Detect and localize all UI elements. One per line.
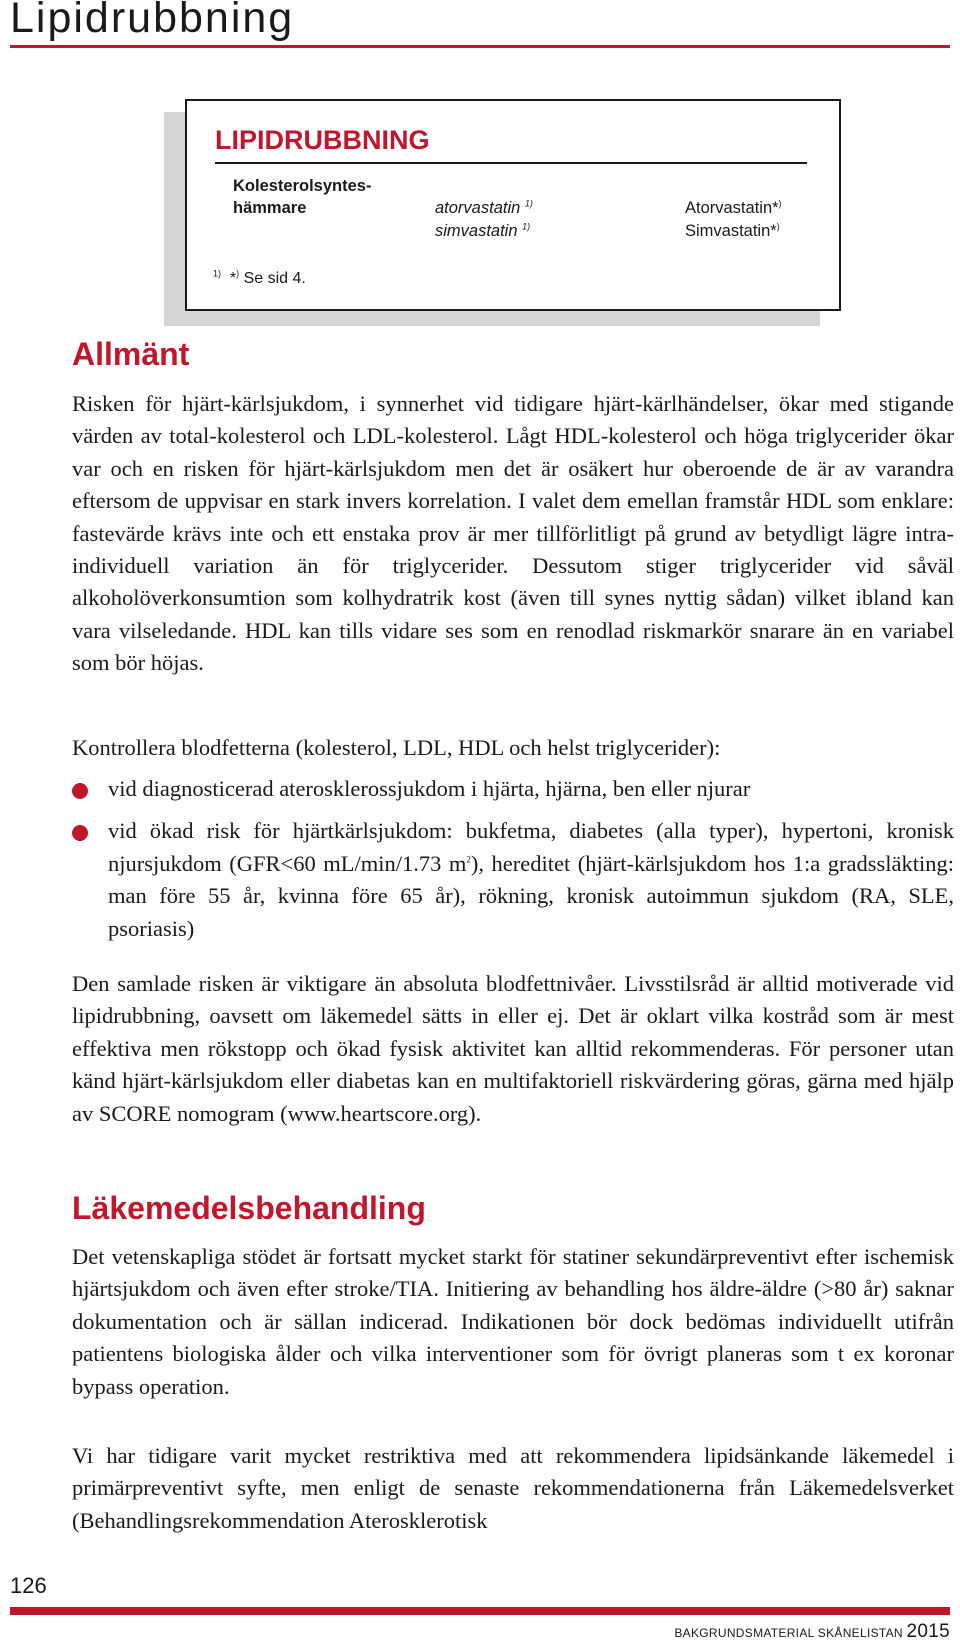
- bullet-icon: [72, 825, 88, 841]
- paragraph: Kontrollera blodfetterna (kolesterol, LDL, HDL och helst triglycerider):: [72, 735, 721, 760]
- bottom-rule: [10, 1607, 950, 1615]
- generic-name: simvastatin $^{1)}$: [435, 221, 531, 240]
- publication-name: BAKGRUNDSMATERIAL SKÅNELISTAN: [674, 1626, 903, 1640]
- paragraph: Vi har tidigare varit mycket restriktiva med att rekommendera lipidsänkande läkemedel i primärpreventivt syfte, men enligt de senaste rekommendationerna från Läkemedelsverket (Behandlingsrekommendation Aterosklerotisk: [72, 1443, 954, 1533]
- generic-names: [435, 197, 533, 243]
- drug-info-box: [185, 99, 841, 311]
- section-heading-allmant: Allmänt: [72, 336, 190, 372]
- page-number: 126: [10, 1573, 47, 1598]
- drug-class: Kolesterolsyntes-hämmare: [233, 177, 372, 217]
- brand-name: Simvastatin*): [685, 221, 780, 240]
- brand-name: Atorvastatin*): [685, 198, 782, 217]
- brand-names: [685, 197, 782, 243]
- footer: [674, 1621, 950, 1643]
- page-title: Lipidrubbning: [10, 0, 295, 42]
- list-item: vid ökad risk för hjärtkärlsjukdom: bukfetma, diabetes (alla typer), hypertoni, kronisk njursjukdom (GFR<60 mL/min/1.73 $m^2$), hereditet (hjärt-kärlsjukdom hos 1:a gradssläkting: man före 55 år, kvinna före 65 år), rökning, kronisk autoimmun sjukdom (RA, SLE, psoriasis): [72, 815, 954, 945]
- risk-list: [72, 773, 954, 955]
- section-heading-lakemedel: Läkemedelsbehandling: [72, 1190, 426, 1226]
- title-rule: [10, 45, 950, 48]
- box-rule: [215, 162, 807, 164]
- paragraph: Risken för hjärt-kärlsjukdom, i synnerhet vid tidigare hjärt-kärlhändelser, ökar med stigande värden av total-kolesterol och LDL-kolesterol. Lågt HDL-kolesterol och höga triglycerider ökar var och en risken för hjärt-kärlsjukdom men det är osäkert hur oberoende de är av varandra eftersom de uppvisar en stark invers korrelation. I valet dem emellan framstår HDL som enklare: fastevärde krävs inte och ett enstaka prov är mer tillförlitligt på grund av betydligt lägre intra-individuell variation än för triglycerider. Dessutom stiger triglycerider vid såväl alkoholöverkonsumtion som kolhydratrik kost (även till synes nyttig sådan) vilket ibland kan vara vilseledande. HDL kan tills vidare ses som en renodlad riskmarkör snarare än en variabel som bör höjas.: [72, 391, 954, 676]
- generic-name: atorvastatin $^{1)}$: [435, 198, 533, 217]
- list-item: vid diagnosticerad aterosklerossjukdom i hjärta, hjärna, ben eller njurar: [72, 773, 954, 805]
- paragraph: Det vetenskapliga stödet är fortsatt mycket starkt för statiner sekundärpreventivt efter ischemisk hjärtsjukdom och även efter stroke/TIA. Initiering av behandling hos äldre-äldre (>80 år) saknar dokumentation och är sällan indicerad. Indikationen bör dock bedömas individuellt utifrån patientens biologiska ålder och vilka interventioner som för övrigt planeras som t ex koronar bypass operation.: [72, 1244, 954, 1399]
- box-heading: LIPIDRUBBNING: [215, 125, 430, 155]
- box-footnote: $^{1)}$ *) Se sid 4.: [213, 268, 306, 287]
- publication-year: 2015: [906, 1621, 950, 1642]
- bullet-icon: [72, 783, 88, 799]
- paragraph: Den samlade risken är viktigare än absoluta blodfettnivåer. Livsstilsråd är alltid motiverade vid lipidrubbning, oavsett om läkemedel sätts in eller ej. Det är oklart vilka kostråd som är mest effektiva men rökstopp och ökad fysisk aktivitet kan alltid rekommenderas. För personer utan känd hjärt-kärlsjukdom eller diabetas kan en multifaktoriell riskvärdering göras, gärna med hjälp av SCORE nomogram (www.heartscore.org).: [72, 971, 954, 1126]
